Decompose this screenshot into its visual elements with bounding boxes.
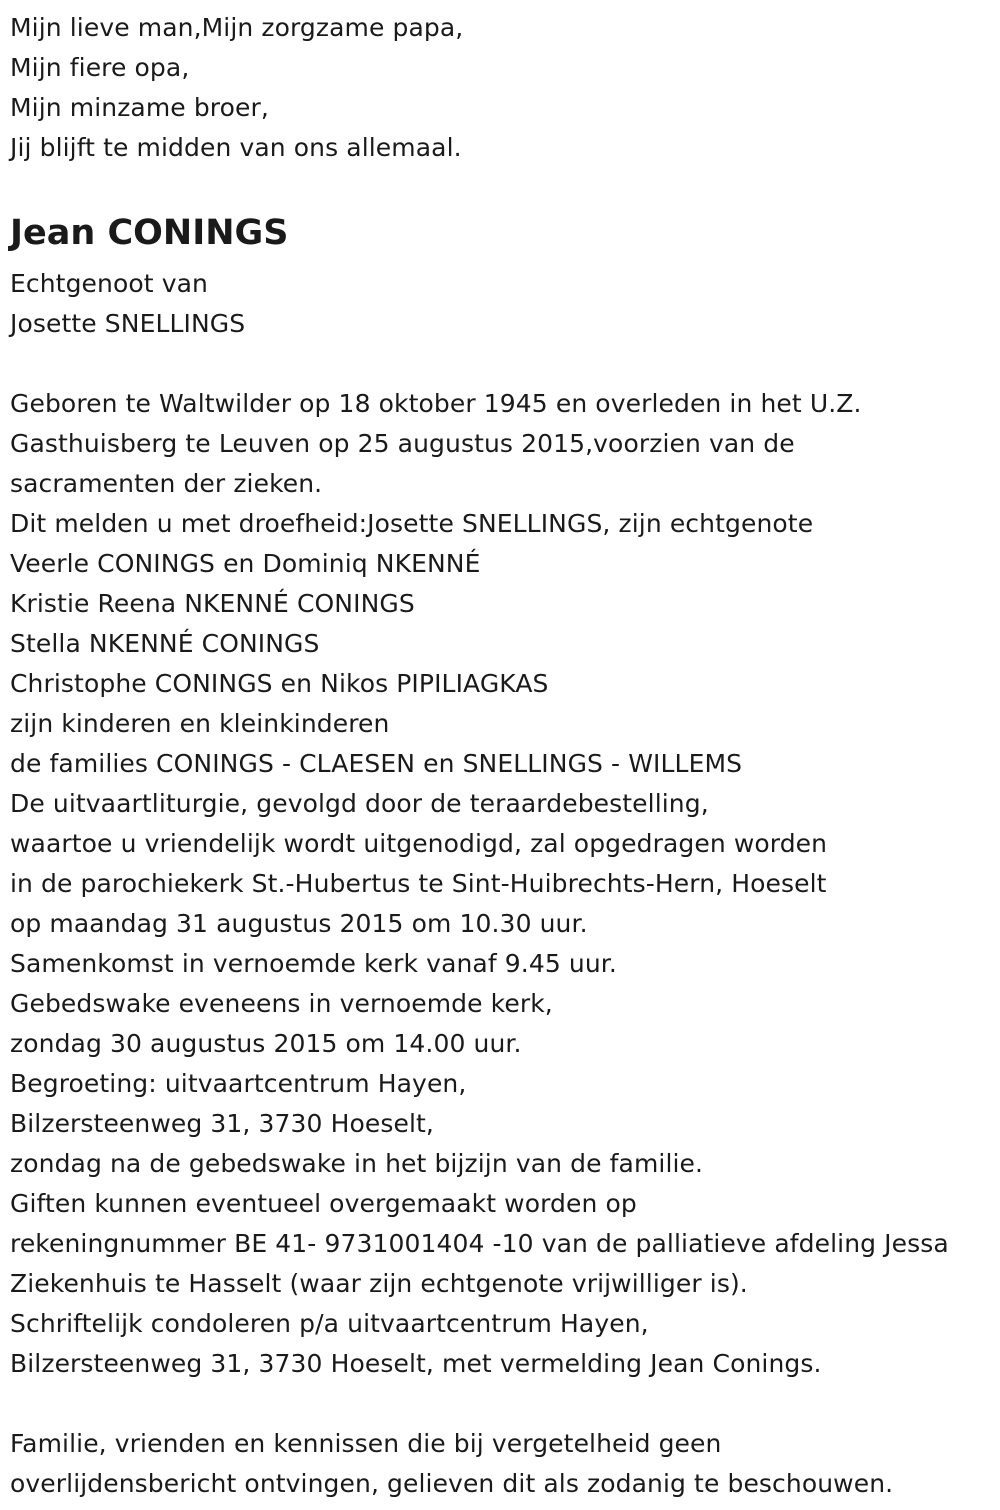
body-line: Gebedswake eveneens in vernoemde kerk, [10, 989, 553, 1018]
closing-block [10, 1424, 995, 1504]
body-line: Bilzersteenweg 31, 3730 Hoeselt, [10, 1109, 434, 1138]
poem-line: Mijn minzame broer, [10, 93, 269, 122]
body-line: Veerle CONINGS en Dominiq NKENNÉ [10, 549, 481, 578]
body-line: Geboren te Waltwilder op 18 oktober 1945 en overleden in het U.Z. [10, 389, 862, 418]
closing-line: overlijdensbericht ontvingen, gelieven dit als zodanig te beschouwen. [10, 1469, 894, 1498]
poem-line: Jij blijft te midden van ons allemaal. [10, 133, 462, 162]
poem-block [10, 8, 995, 168]
poem-line: Mijn lieve man,Mijn zorgzame papa, [10, 13, 464, 42]
deceased-name: Jean CONINGS [10, 213, 289, 253]
body-line: Begroeting: uitvaartcentrum Hayen, [10, 1069, 467, 1098]
announcement-body [10, 384, 995, 1384]
spouse-name: Josette SNELLINGS [10, 309, 246, 338]
body-line: Bilzersteenweg 31, 3730 Hoeselt, met vermelding Jean Conings. [10, 1349, 822, 1378]
body-line: waartoe u vriendelijk wordt uitgenodigd, zal opgedragen worden [10, 829, 828, 858]
spacer [10, 1384, 995, 1424]
body-line: Samenkomst in vernoemde kerk vanaf 9.45 uur. [10, 949, 617, 978]
body-line: rekeningnummer BE 41- 9731001404 -10 van de palliatieve afdeling Jessa [10, 1229, 949, 1258]
relation-label: Echtgenoot van [10, 269, 208, 298]
body-line: De uitvaartliturgie, gevolgd door de teraardebestelling, [10, 789, 709, 818]
body-line: Schriftelijk condoleren p/a uitvaartcentrum Hayen, [10, 1309, 649, 1338]
body-line: de families CONINGS - CLAESEN en SNELLINGS - WILLEMS [10, 749, 743, 778]
body-line: Stella NKENNÉ CONINGS [10, 629, 320, 658]
body-line: Gasthuisberg te Leuven op 25 augustus 2015,voorzien van de [10, 429, 795, 458]
body-line: Giften kunnen eventueel overgemaakt worden op [10, 1189, 637, 1218]
body-line: Kristie Reena NKENNÉ CONINGS [10, 589, 415, 618]
body-line: Christophe CONINGS en Nikos PIPILIAGKAS [10, 669, 549, 698]
closing-line: Familie, vrienden en kennissen die bij vergetelheid geen [10, 1429, 722, 1458]
body-line: Ziekenhuis te Hasselt (waar zijn echtgenote vrijwilliger is). [10, 1269, 748, 1298]
body-line: zondag na de gebedswake in het bijzijn van de familie. [10, 1149, 704, 1178]
body-line: sacramenten der zieken. [10, 469, 323, 498]
body-line: zijn kinderen en kleinkinderen [10, 709, 390, 738]
spacer [10, 344, 995, 384]
poem-line: Mijn fiere opa, [10, 53, 190, 82]
obituary-document [10, 8, 995, 1504]
body-line: Dit melden u met droefheid:Josette SNELLINGS, zijn echtgenote [10, 509, 814, 538]
body-line: op maandag 31 augustus 2015 om 10.30 uur. [10, 909, 588, 938]
body-line: in de parochiekerk St.-Hubertus te Sint-Huibrechts-Hern, Hoeselt [10, 869, 827, 898]
body-line: zondag 30 augustus 2015 om 14.00 uur. [10, 1029, 522, 1058]
